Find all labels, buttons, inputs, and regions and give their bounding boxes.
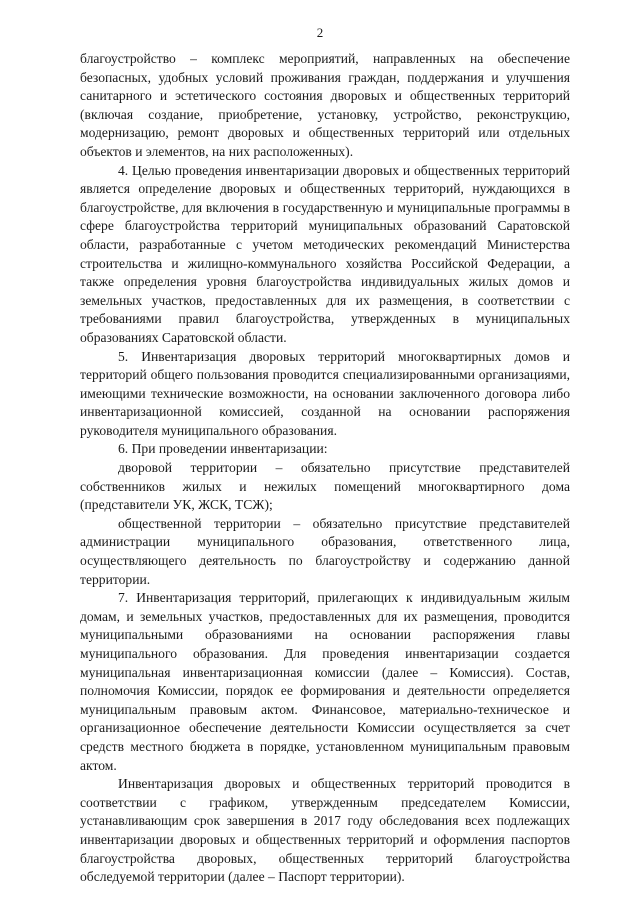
paragraph-item-7: 7. Инвентаризация территорий, прилегающих к индивидуальным жилым домам, и земельных участков, предоставленных для их размещения, проводится муниципальными образованиями на основании распоряжения главы муниципального образования. Для проведения инвентаризации создается муниципальная инвентаризационная комиссии (далее – Комиссия). Состав, полномочия Комиссии, порядок ее формирования и деятельности определяется муниципальным правовым актом. Финансовое, материально-техническое и организационное обеспечение деятельности Комиссии осуществляется за счет средств местного бюджета в порядке, установленном муниципальным правовым актом.	[80, 590, 570, 773]
paragraph-item-5: 5. Инвентаризация дворовых территорий многоквартирных домов и территорий общего пользования проводится специализированными организациями, имеющими технические возможности, на основании заключенного договора либо инвентаризационной комиссией, созданной на основании распоряжения руководителя муниципального образования.	[80, 348, 570, 438]
paragraph-courtyard-territory: дворовой территории – обязательно присутствие представителей собственников жилых и нежилых помещений многоквартирного дома (представители УК, ЖСК, ТСЖ);	[80, 460, 570, 513]
paragraph-item-6: 6. При проведении инвентаризации:	[118, 441, 328, 457]
document-body	[80, 50, 570, 887]
page-number: 2	[316, 25, 324, 40]
paragraph-definition-continued: благоустройство – комплекс мероприятий, направленных на обеспечение безопасных, удобных условий проживания граждан, поддержания и улучшения санитарного и эстетического состояния дворовых и общественных территорий (включая создание, приобретение, установку, устройство, реконструкцию, модернизацию, ремонт дворовых и общественных территорий или отдельных объектов и элементов, на них расположенных).	[80, 51, 570, 159]
paragraph-inventory-schedule: Инвентаризация дворовых и общественных территорий проводится в соответствии с графиком, утвержденным председателем Комиссии, устанавливающим срок завершения в 2017 году обследования всех подлежащих инвентаризации дворовых и общественных территорий и оформления паспортов благоустройства дворовых, общественных территорий благоустройства обследуемой территории (далее – Паспорт территории).	[80, 776, 570, 885]
paragraph-public-territory: общественной территории – обязательно присутствие представителей администрации муниципального образования, ответственного лица, осуществляющего деятельность по благоустройству и содержанию данной территории.	[80, 515, 570, 587]
paragraph-item-4: 4. Целью проведения инвентаризации дворовых и общественных территорий является определение дворовых и общественных территорий, нуждающихся в благоустройстве, для включения в государственную и муниципальные программы в сфере благоустройства территорий муниципальных образований Саратовской области, разработанные с учетом методических рекомендаций Министерства строительства и жилищно-коммунального хозяйства Российской Федерации, а также определения уровня благоустройства индивидуальных жилых домов и земельных участков, предоставленных для их размещения, в соответствии с требованиями правил благоустройства, утвержденных в муниципальных образованиях Саратовской области.	[80, 162, 570, 345]
